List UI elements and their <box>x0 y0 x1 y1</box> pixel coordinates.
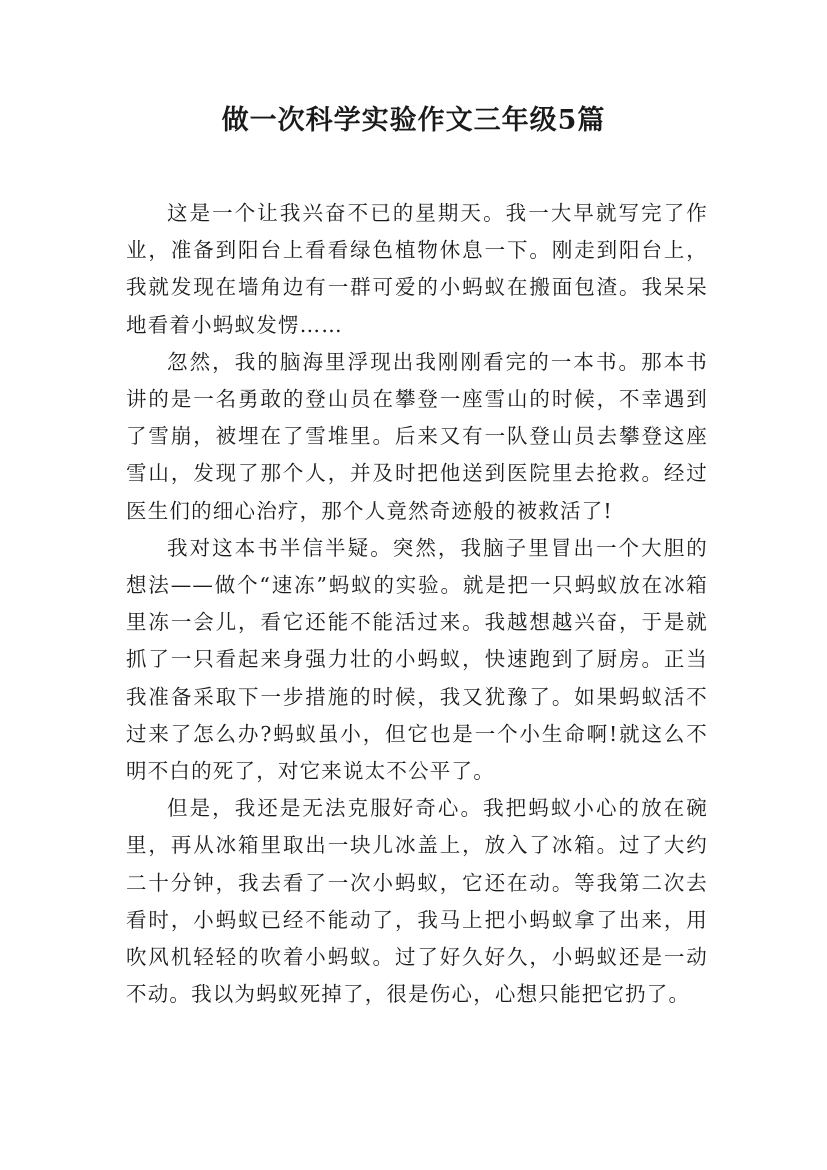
paragraph: 忽然，我的脑海里浮现出我刚刚看完的一本书。那本书讲的是一名勇敢的登山员在攀登一座雪山的时候，不幸遇到了雪崩，被埋在了雪堆里。后来又有一队登山员去攀登这座雪山，发现了那个人，并及时把他送到医院里去抢救。经过医生们的细心治疗，那个人竟然奇迹般的被救活了! <box>126 349 708 523</box>
paragraph: 这是一个让我兴奋不已的星期天。我一大早就写完了作业，准备到阳台上看看绿色植物休息一下。刚走到阳台上，我就发现在墙角边有一群可爱的小蚂蚁在搬面包渣。我呆呆地看着小蚂蚁发愣…… <box>126 201 708 337</box>
paragraph: 但是，我还是无法克服好奇心。我把蚂蚁小心的放在碗里，再从冰箱里取出一块儿冰盖上，放入了冰箱。过了大约二十分钟，我去看了一次小蚂蚁，它还在动。等我第二次去看时，小蚂蚁已经不能动了，我马上把小蚂蚁拿了出来，用吹风机轻轻的吹着小蚂蚁。过了好久好久，小蚂蚁还是一动不动。我以为蚂蚁死掉了，很是伤心，心想只能把它扔了。 <box>126 796 708 1007</box>
paragraph: 我对这本书半信半疑。突然，我脑子里冒出一个大胆的想法——做个“速冻”蚂蚁的实验。就是把一只蚂蚁放在冰箱里冻一会儿，看它还能不能活过来。我越想越兴奋，于是就抓了一只看起来身强力壮的小蚂蚁，快速跑到了厨房。正当我准备采取下一步措施的时候，我又犹豫了。如果蚂蚁活不过来了怎么办?蚂蚁虽小，但它也是一个小生命啊!就这么不明不白的死了，对它来说太不公平了。 <box>126 535 708 784</box>
document-title: 做一次科学实验作文三年级5篇 <box>221 105 606 136</box>
document-body <box>126 195 708 1013</box>
